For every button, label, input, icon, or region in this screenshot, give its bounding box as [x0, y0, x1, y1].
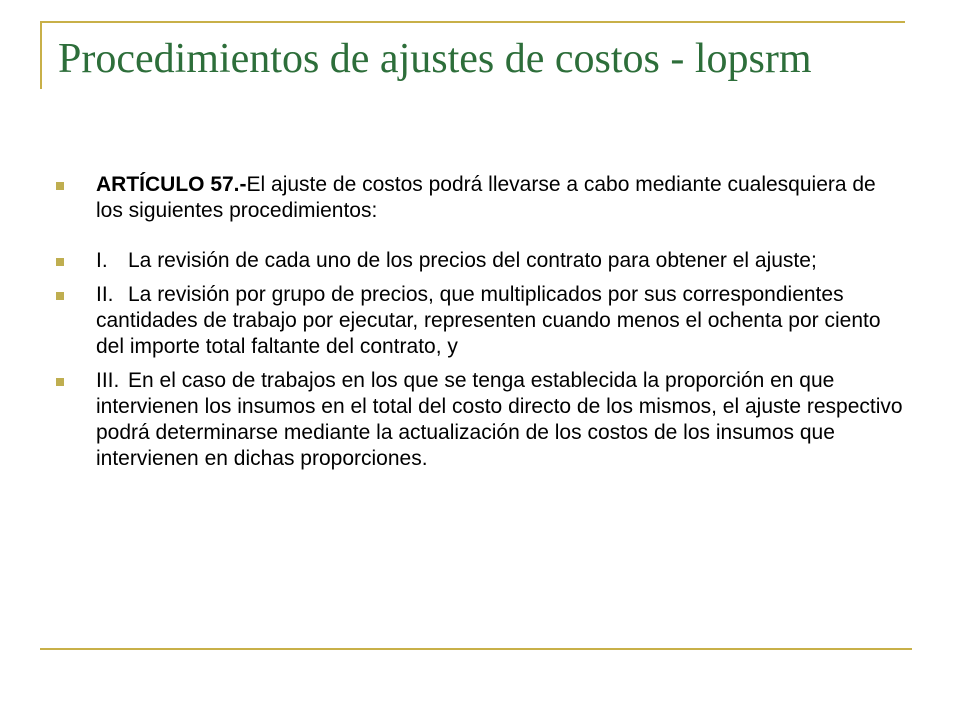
bullet-procedure-2 — [56, 282, 906, 360]
procedure-number: III. — [96, 369, 120, 392]
bullet-text: La revisión por grupo de precios, que multiplicados por sus correspondientes cantidades de trabajo por ejecutar, representen cuando menos el ochenta por ciento del importe total faltante del contrato, y — [96, 283, 881, 358]
bullet-text: La revisión de cada uno de los precios del contrato para obtener el ajuste; — [128, 249, 817, 272]
top-horizontal-rule — [40, 21, 905, 23]
bullet-procedure-3 — [56, 368, 906, 472]
slide-title: Procedimientos de ajustes de costos - lopsrm — [58, 36, 812, 82]
bullet-text: En el caso de trabajos en los que se tenga establecida la proporción en que intervienen los insumos en el total del costo directo de los mismos, el ajuste respectivo podrá determinarse mediante la actualización de los costos de los insumos que intervienen en dichas proporciones. — [96, 369, 903, 470]
bullet-procedure-1 — [56, 248, 906, 274]
slide-body — [56, 172, 906, 472]
bullet-article-57 — [56, 172, 906, 224]
bottom-horizontal-rule — [40, 648, 912, 650]
bullet-text: El ajuste de costos podrá llevarse a cabo mediante cualesquiera de los siguientes procedimientos: — [96, 173, 876, 222]
article-label: ARTÍCULO 57.- — [96, 173, 247, 196]
procedure-number: II. — [96, 283, 114, 306]
top-vertical-rule — [40, 21, 42, 89]
bullet-square-icon — [56, 292, 64, 300]
bullet-square-icon — [56, 182, 64, 190]
procedure-number: I. — [96, 249, 108, 272]
bullet-square-icon — [56, 258, 64, 266]
bullet-square-icon — [56, 378, 64, 386]
